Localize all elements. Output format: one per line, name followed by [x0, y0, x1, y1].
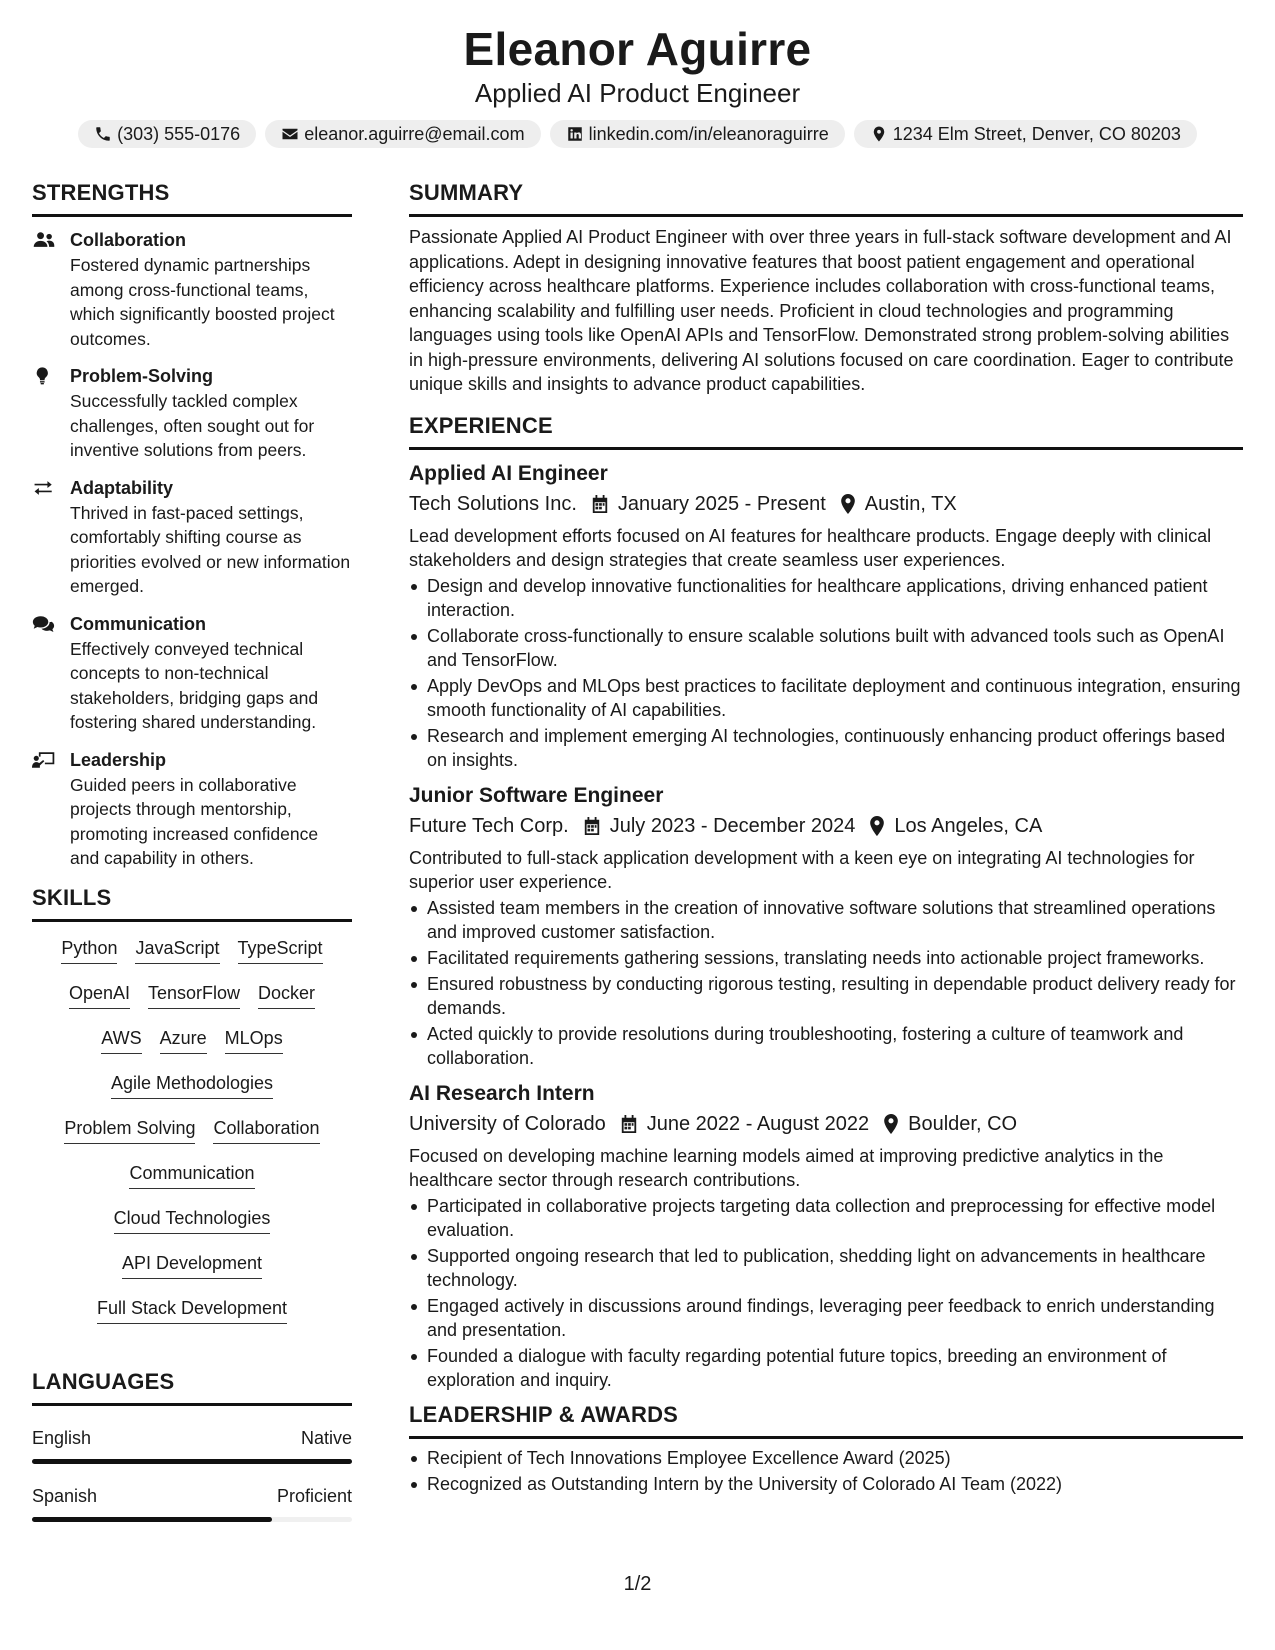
language-item: [32, 1484, 352, 1522]
job-dates: June 2022 - August 2022: [646, 1112, 870, 1135]
job-entry: [409, 460, 1243, 772]
strength-item: [32, 611, 352, 735]
job-company: Tech Solutions Inc.: [409, 492, 577, 515]
job-title: Junior Software Engineer: [409, 783, 664, 807]
skill-row: [129, 1161, 254, 1206]
arrows-exchange-icon: [32, 478, 56, 498]
skill-row: [69, 981, 315, 1026]
language-bar: [32, 1517, 352, 1522]
job-bullet: Facilitated requirements gathering sessions, translating needs into actionable project frameworks.: [409, 946, 1243, 970]
job-bullet: Ensured robustness by conducting rigorous testing, resulting in dependable product delivery ready for demands.: [409, 972, 1243, 1020]
skill-row: [101, 1026, 282, 1071]
strength-name: Collaboration: [70, 230, 186, 250]
linkedin-icon: [566, 125, 584, 143]
language-bar: [32, 1459, 352, 1464]
languages-heading: LANGUAGES: [32, 1367, 352, 1406]
strength-desc: Fostered dynamic partnerships among cross-functional teams, which significantly boosted project outcomes.: [70, 255, 335, 349]
skill-tag: Docker: [258, 981, 315, 1009]
skill-tag: Azure: [160, 1026, 207, 1054]
language-name: Spanish: [32, 1485, 98, 1506]
lightbulb-icon: [32, 366, 56, 386]
job-dates: July 2023 - December 2024: [609, 814, 856, 837]
language-item: [32, 1426, 352, 1464]
job-bullets: [409, 896, 1243, 1070]
strength-desc: Effectively conveyed technical concepts to non-technical stakeholders, bridging gaps and fostering shared understanding.: [70, 638, 319, 732]
job-bullet: Design and develop innovative functionalities for healthcare applications, driving enhanced patient interaction.: [409, 574, 1243, 622]
job-bullet: Engaged actively in discussions around findings, leveraging peer feedback to enrich understanding and presentation.: [409, 1294, 1243, 1342]
strength-name: Adaptability: [70, 477, 174, 498]
resume-header: [0, 22, 1275, 148]
candidate-title: Applied AI Product Engineer: [474, 78, 801, 108]
phone-icon: [94, 125, 112, 143]
chat-bubbles-icon: [32, 614, 56, 634]
skill-row: [114, 1206, 271, 1251]
strengths-list: [32, 227, 352, 871]
skill-tag: AWS: [101, 1026, 141, 1054]
job-entry: [409, 1080, 1243, 1392]
strength-item: [32, 363, 352, 463]
language-level: Proficient: [276, 1485, 352, 1506]
candidate-name: Eleanor Aguirre: [463, 23, 812, 75]
skill-tag: Python: [61, 936, 117, 964]
summary-text: Passionate Applied AI Product Engineer with over three years in full-stack software development and AI applications. Adept in designing innovative features that boost patient engagement and operational efficiency across healthcare platforms. Experience includes collaboration with cross-functional teams, enhancing scalability and fulfilling user needs. Proficient in cloud technologies and programming languages using tools like OpenAI APIs and TensorFlow. Demonstrated strong problem-solving abilities in high-pressure environments, delivering AI solutions focused on care coordination. Eager to contribute unique skills and insights to advance product capabilities.: [409, 227, 1234, 394]
strength-desc: Guided peers in collaborative projects through mentorship, promoting increased confidence and capability in others.: [70, 774, 319, 868]
right-column: [409, 178, 1243, 1498]
job-meta: [409, 489, 1243, 519]
envelope-icon: [281, 125, 299, 143]
language-bar-fill: [32, 1459, 352, 1464]
left-column: [32, 178, 352, 1522]
job-entry: [409, 782, 1243, 1070]
skill-tag: API Development: [122, 1251, 262, 1279]
skill-tag: JavaScript: [135, 936, 219, 964]
calendar-icon: [591, 494, 609, 514]
job-title: AI Research Intern: [409, 1081, 595, 1105]
strengths-heading: STRENGTHS: [32, 178, 352, 217]
awards-heading: LEADERSHIP & AWARDS: [409, 1400, 1243, 1439]
contact-email[interactable]: [265, 120, 540, 148]
job-location: Austin, TX: [864, 492, 957, 515]
skill-row: [64, 1116, 319, 1161]
skill-row: [61, 936, 322, 981]
skill-tag: Cloud Technologies: [114, 1206, 271, 1234]
job-company: Future Tech Corp.: [409, 814, 569, 837]
skill-tag: TensorFlow: [148, 981, 240, 1009]
experience-heading: EXPERIENCE: [409, 411, 1243, 450]
job-bullet: Founded a dialogue with faculty regarding potential future topics, breeding an environment of exploration and inquiry.: [409, 1344, 1243, 1392]
strength-desc: Successfully tackled complex challenges, often sought out for inventive solutions from peers.: [70, 391, 315, 460]
skill-tag: Collaboration: [213, 1116, 319, 1144]
skills-list: [32, 936, 352, 1341]
calendar-icon: [583, 816, 601, 836]
summary-heading: SUMMARY: [409, 178, 1243, 217]
map-pin-icon: [883, 1114, 899, 1134]
skills-heading: SKILLS: [32, 883, 352, 922]
skill-tag: Communication: [129, 1161, 254, 1189]
presenter-board-icon: [32, 750, 56, 770]
page-number: 1/2: [623, 1573, 652, 1595]
languages-list: [32, 1426, 352, 1522]
map-pin-icon: [840, 494, 856, 514]
skill-row: [122, 1251, 262, 1296]
award-item: Recipient of Tech Innovations Employee Excellence Award (2025): [409, 1446, 1243, 1470]
contact-bar: [0, 120, 1275, 148]
skill-tag: OpenAI: [69, 981, 130, 1009]
skill-row: [97, 1296, 287, 1341]
job-bullets: [409, 574, 1243, 772]
job-location: Los Angeles, CA: [894, 814, 1043, 837]
skill-tag: Agile Methodologies: [111, 1071, 273, 1099]
people-icon: [32, 230, 56, 250]
job-title: Applied AI Engineer: [409, 461, 608, 485]
skill-tag: Problem Solving: [64, 1116, 195, 1144]
contact-linkedin-text: linkedin.com/in/eleanoraguirre: [588, 123, 829, 144]
strength-item: [32, 475, 352, 599]
job-description: Focused on developing machine learning models aimed at improving predictive analytics in the healthcare sector through research contributions.: [409, 1145, 1164, 1190]
strength-item: [32, 227, 352, 351]
contact-email-text: eleanor.aguirre@email.com: [304, 123, 525, 144]
language-bar-fill: [32, 1517, 272, 1522]
map-pin-icon: [870, 125, 888, 143]
job-bullet: Acted quickly to provide resolutions during troubleshooting, fostering a culture of teamwork and collaboration.: [409, 1022, 1243, 1070]
job-bullet: Participated in collaborative projects targeting data collection and preprocessing for effective model evaluation.: [409, 1194, 1243, 1242]
strength-item: [32, 747, 352, 871]
award-item: Recognized as Outstanding Intern by the University of Colorado AI Team (2022): [409, 1472, 1243, 1496]
skill-tag: TypeScript: [238, 936, 323, 964]
strength-name: Communication: [70, 613, 207, 634]
calendar-icon: [620, 1114, 638, 1134]
job-location: Boulder, CO: [908, 1112, 1018, 1135]
job-bullets: [409, 1194, 1243, 1392]
job-bullet: Research and implement emerging AI technologies, continuously enhancing product offerings based on insights.: [409, 724, 1243, 772]
language-name: English: [32, 1427, 92, 1448]
strength-name: Problem-Solving: [70, 366, 214, 386]
job-bullet: Apply DevOps and MLOps best practices to facilitate deployment and continuous integration, ensuring smooth functionality of AI capabilities.: [409, 674, 1243, 722]
contact-phone[interactable]: [78, 120, 256, 148]
skill-row: [111, 1071, 273, 1116]
contact-address[interactable]: [854, 120, 1197, 148]
job-meta: [409, 1109, 1243, 1139]
job-bullet: Collaborate cross-functionally to ensure scalable solutions built with advanced tools such as OpenAI and TensorFlow.: [409, 624, 1243, 672]
strength-name: Leadership: [70, 749, 167, 770]
language-level: Native: [300, 1427, 352, 1448]
job-bullet: Supported ongoing research that led to publication, shedding light on advancements in healthcare technology.: [409, 1244, 1243, 1292]
skill-tag: Full Stack Development: [97, 1296, 287, 1324]
job-dates: January 2025 - Present: [617, 492, 826, 515]
job-bullet: Assisted team members in the creation of innovative software solutions that streamlined operations and improved customer satisfaction.: [409, 896, 1243, 944]
contact-phone-text: (303) 555-0176: [117, 123, 241, 144]
job-meta: [409, 811, 1243, 841]
job-description: Contributed to full-stack application development with a keen eye on integrating AI technologies for superior user experience.: [409, 847, 1195, 892]
contact-linkedin[interactable]: [550, 120, 845, 148]
map-pin-icon: [869, 816, 885, 836]
strength-desc: Thrived in fast-paced settings, comfortably shifting course as priorities evolved or new information emerged.: [70, 502, 351, 596]
awards-list: [409, 1446, 1243, 1496]
skill-tag: MLOps: [225, 1026, 283, 1054]
contact-address-text: 1234 Elm Street, Denver, CO 80203: [892, 123, 1181, 144]
job-description: Lead development efforts focused on AI features for healthcare products. Engage deeply with clinical stakeholders and design strategies that create seamless user experiences.: [409, 525, 1212, 570]
job-company: University of Colorado: [409, 1112, 606, 1135]
